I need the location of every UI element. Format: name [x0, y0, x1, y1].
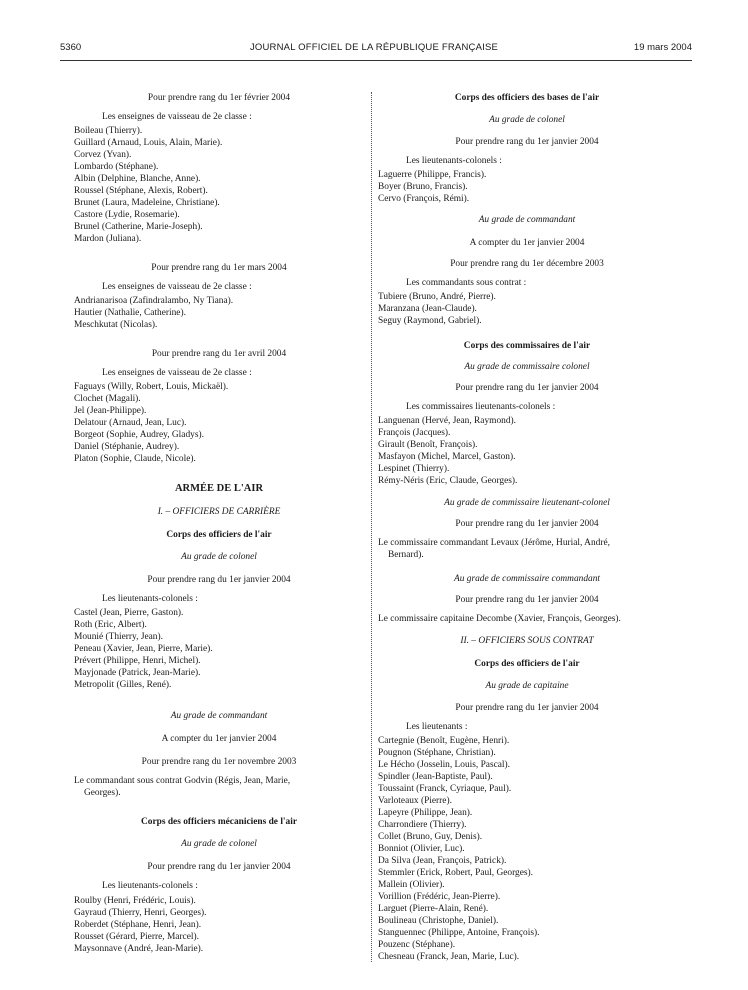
right-column-line: Seguy (Raymond, Gabriel).	[378, 316, 482, 326]
right-column-line: Mallein (Olivier).	[378, 880, 445, 890]
left-column-line: Pour prendre rang du 1er novembre 2003	[141, 757, 297, 767]
header-rule	[60, 60, 692, 61]
column-divider	[371, 92, 372, 962]
right-column-line: Pougnon (Stéphane, Christian).	[378, 748, 496, 758]
left-column-line: Pour prendre rang du 1er avril 2004	[151, 349, 287, 359]
right-column-line: Vorillion (Frédéric, Jean-Pierre).	[378, 892, 501, 902]
right-column-line: François (Jacques).	[378, 428, 451, 438]
right-column-line: Lespinet (Thierry).	[378, 464, 450, 474]
right-column-line: Cervo (François, Rémi).	[378, 194, 470, 204]
left-column-line: Castore (Lydie, Rosemarie).	[74, 210, 180, 220]
right-column-line: Pour prendre rang du 1er janvier 2004	[455, 703, 599, 713]
right-column-line: Les commandants sous contrat :	[406, 278, 527, 288]
page-header	[0, 42, 748, 56]
right-column-line: II. – OFFICIERS SOUS CONTRAT	[460, 636, 594, 646]
left-column-line: Mounié (Thierry, Jean).	[74, 632, 163, 642]
left-column-line: Delatour (Arnaud, Jean, Luc).	[74, 418, 187, 428]
right-column-line: Le Hécho (Josselin, Louis, Pascal).	[378, 760, 511, 770]
journal-title: JOURNAL OFFICIEL DE LA RÉPUBLIQUE FRANÇAISE	[249, 42, 499, 53]
left-column-line: Maysonnave (André, Jean-Marie).	[74, 944, 204, 954]
left-column-line: Prévert (Philippe, Henri, Michel).	[74, 656, 201, 666]
right-column-line: Au grade de commissaire lieutenant-colonel	[444, 498, 610, 508]
left-column-line: Roth (Eric, Albert).	[74, 620, 147, 630]
right-column-line: Au grade de commissaire colonel	[464, 362, 590, 372]
left-column-line: Mardon (Juliana).	[74, 234, 142, 244]
right-column-line: Tubiere (Bruno, André, Pierre).	[378, 292, 496, 302]
right-column-line: Corps des officiers des bases de l'air	[454, 93, 600, 103]
left-column-line: Roulby (Henri, Frédéric, Louis).	[74, 896, 196, 906]
right-column-line: Au grade de capitaine	[485, 681, 569, 691]
right-column-line: Varloteaux (Pierre).	[378, 796, 452, 806]
right-column-line: Stemmler (Erick, Robert, Paul, Georges).	[378, 868, 533, 878]
left-column-line: Roussel (Stéphane, Alexis, Robert).	[74, 186, 208, 196]
left-column-line: Rousset (Gérard, Pierre, Marcel).	[74, 932, 199, 942]
left-column-line: I. – OFFICIERS DE CARRIÈRE	[157, 507, 281, 517]
right-column-line: Bernard).	[388, 550, 424, 560]
left-column-line: Borgeot (Sophie, Audrey, Gladys).	[74, 430, 204, 440]
left-column-line: Jel (Jean-Philippe).	[74, 406, 147, 416]
left-column-line: Faguays (Willy, Robert, Louis, Mickaël).	[74, 382, 229, 392]
left-column-line: A compter du 1er janvier 2004	[161, 734, 277, 744]
left-column-line: Georges).	[84, 788, 121, 798]
right-column-line: Toussaint (Franck, Cyriaque, Paul).	[378, 784, 512, 794]
right-column-line: Laguerre (Philippe, Francis).	[378, 170, 487, 180]
left-column-line: Roberdet (Stéphane, Henri, Jean).	[74, 920, 202, 930]
right-column-line: Pour prendre rang du 1er janvier 2004	[455, 383, 599, 393]
right-column-line: Spindler (Jean-Baptiste, Paul).	[378, 772, 493, 782]
right-column-line: Le commissaire commandant Levaux (Jérôme, Hurial, André,	[378, 538, 610, 548]
left-column-line: Gayraud (Thierry, Henri, Georges).	[74, 908, 207, 918]
left-column-line: Pour prendre rang du 1er janvier 2004	[147, 862, 291, 872]
right-column-line: Cartegnie (Benoît, Eugène, Henri).	[378, 736, 510, 746]
left-column-line: Les lieutenants-colonels :	[102, 594, 198, 604]
left-column-line: Daniel (Stéphanie, Audrey).	[74, 442, 180, 452]
right-column-line: Au grade de colonel	[489, 115, 565, 125]
left-column-line: Corps des officiers de l'air	[166, 530, 272, 540]
left-column-line: Les enseignes de vaisseau de 2e classe :	[102, 112, 252, 122]
right-column-line: Stanguennec (Philippe, Antoine, François).	[378, 928, 540, 938]
left-column-line: Les enseignes de vaisseau de 2e classe :	[102, 282, 252, 292]
left-column-line: Le commandant sous contrat Godvin (Régis, Jean, Marie,	[74, 776, 291, 786]
right-column-line: Pour prendre rang du 1er janvier 2004	[455, 137, 599, 147]
left-column-line: Au grade de commandant	[170, 711, 268, 721]
right-column-line: Da Silva (Jean, François, Patrick).	[378, 856, 507, 866]
right-column-line: Boulineau (Christophe, Daniel).	[378, 916, 499, 926]
right-column-line: Le commissaire capitaine Decombe (Xavier, François, Georges).	[378, 614, 621, 624]
right-column-line: Chesneau (Franck, Jean, Marie, Luc).	[378, 952, 520, 962]
left-column-line: Platon (Sophie, Claude, Nicole).	[74, 454, 196, 464]
left-column-line: Clochet (Magali).	[74, 394, 141, 404]
right-column-line: Au grade de commandant	[478, 215, 576, 225]
left-column-line: Hautier (Nathalie, Catherine).	[74, 308, 186, 318]
right-column-line: Collet (Bruno, Guy, Denis).	[378, 832, 483, 842]
right-column-line: Pouzenc (Stéphane).	[378, 940, 456, 950]
left-column-line: Corps des officiers mécaniciens de l'air	[141, 817, 297, 827]
right-column-line: Maranzana (Jean-Claude).	[378, 304, 477, 314]
right-column-line: Boyer (Bruno, Francis).	[378, 182, 468, 192]
left-column-line: Pour prendre rang du 1er février 2004	[147, 93, 291, 103]
left-column-line: Lombardo (Stéphane).	[74, 162, 159, 172]
left-column-line: Au grade de colonel	[181, 552, 257, 562]
left-column-line: Boileau (Thierry).	[74, 126, 143, 136]
left-column-line: Metropolit (Gilles, René).	[74, 680, 172, 690]
right-column-line: Corps des officiers de l'air	[474, 659, 580, 669]
right-column-line: Pour prendre rang du 1er janvier 2004	[455, 519, 599, 529]
left-column-line: Meschkutat (Nicolas).	[74, 320, 158, 330]
right-column-line: Les commissaires lieutenants-colonels :	[406, 402, 556, 412]
left-column-line: ARMÉE DE L'AIR	[174, 483, 264, 494]
right-column-line: Charrondiere (Thierry).	[378, 820, 467, 830]
right-column-line: Au grade de commissaire commandant	[454, 574, 600, 584]
left-column-line: Albin (Delphine, Blanche, Anne).	[74, 174, 201, 184]
publication-date: 19 mars 2004	[633, 42, 692, 53]
right-column-line: Pour prendre rang du 1er décembre 2003	[450, 259, 604, 269]
right-column-line: Lapeyre (Philippe, Jean).	[378, 808, 473, 818]
right-column-line: Girault (Benoît, François).	[378, 440, 478, 450]
left-column-line: Corvez (Yvan).	[74, 150, 132, 160]
left-column-line: Andrianarisoa (Zafindralambo, Ny Tiana).	[74, 296, 234, 306]
left-column-line: Les lieutenants-colonels :	[102, 881, 198, 891]
left-column-line: Guillard (Arnaud, Louis, Alain, Marie).	[74, 138, 223, 148]
right-column-line: Corps des commissaires de l'air	[463, 341, 591, 351]
right-column-line: Les lieutenants-colonels :	[406, 156, 502, 166]
right-column-line: Masfayon (Michel, Marcel, Gaston).	[378, 452, 516, 462]
right-column-line: Rémy-Néris (Eric, Claude, Georges).	[378, 476, 518, 486]
page-number: 5360	[60, 42, 82, 53]
left-column-line: Brunet (Laura, Madeleine, Christiane).	[74, 198, 220, 208]
right-column-line: Pour prendre rang du 1er janvier 2004	[455, 595, 599, 605]
right-column-line: Languenan (Hervé, Jean, Raymond).	[378, 416, 516, 426]
left-column-line: Pour prendre rang du 1er janvier 2004	[147, 575, 291, 585]
right-column-line: A compter du 1er janvier 2004	[469, 238, 585, 248]
left-column-line: Mayjonade (Patrick, Jean-Marie).	[74, 668, 201, 678]
right-column-line: Bonniot (Olivier, Luc).	[378, 844, 465, 854]
left-column-line: Castel (Jean, Pierre, Gaston).	[74, 608, 184, 618]
left-column-line: Au grade de colonel	[181, 839, 257, 849]
right-column-line: Les lieutenants :	[406, 722, 468, 732]
left-column-line: Les enseignes de vaisseau de 2e classe :	[102, 368, 252, 378]
right-column-line: Larguet (Pierre-Alain, René).	[378, 904, 489, 914]
left-column-line: Peneau (Xavier, Jean, Pierre, Marie).	[74, 644, 213, 654]
left-column-line: Pour prendre rang du 1er mars 2004	[151, 263, 287, 273]
left-column-line: Brunel (Catherine, Marie-Joseph).	[74, 222, 203, 232]
